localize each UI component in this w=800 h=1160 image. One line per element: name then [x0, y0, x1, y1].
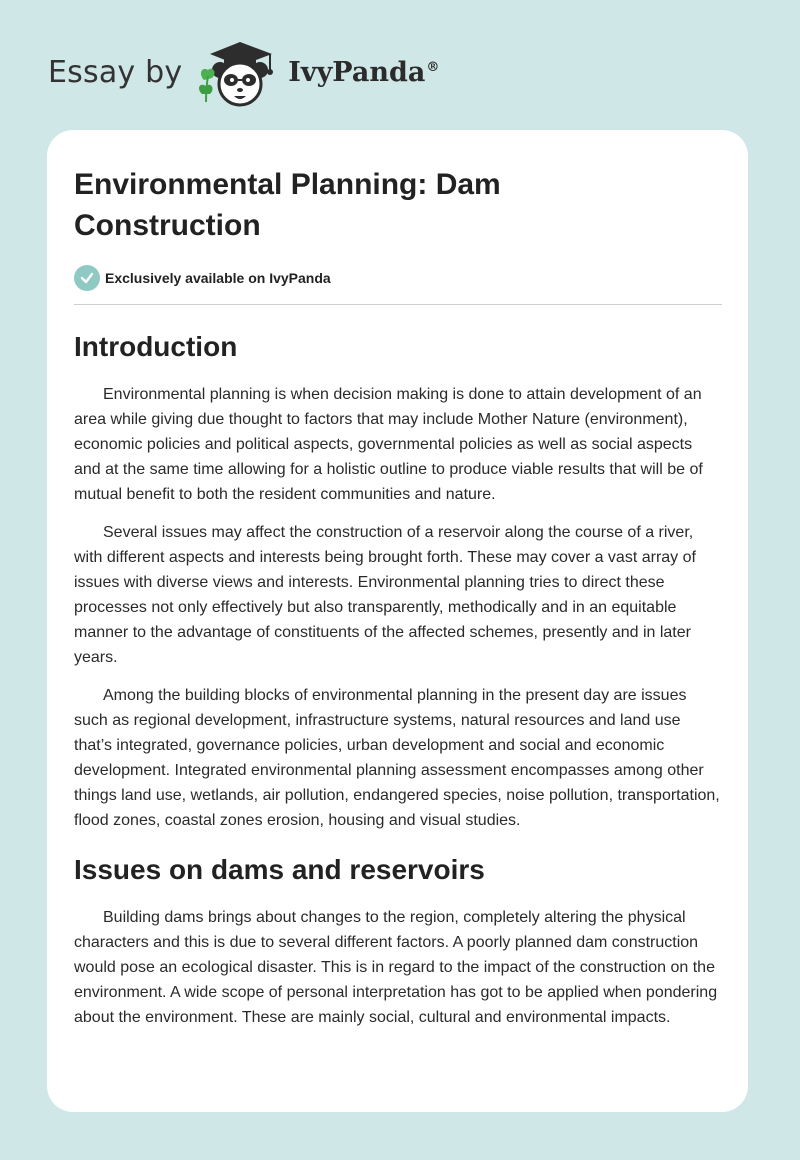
section-issues-on-dams	[74, 852, 722, 1030]
section-heading: Issues on dams and reservoirs	[74, 854, 485, 885]
site-header	[48, 36, 439, 108]
divider	[74, 304, 722, 305]
panda-graduate-icon[interactable]	[196, 36, 282, 108]
section-introduction	[74, 329, 722, 833]
registered-mark: ®	[426, 59, 440, 75]
paragraph: Several issues may affect the construction of a reservoir along the course of a river, with different aspects and interests being brought forth. These may cover a vast array of issues with diverse views and interests. Environmental planning tries to direct these processes not only effectively but also transparently, methodically and in an equitable manner to the advantage of constituents of the affected schemes, presently and in later years.	[74, 524, 696, 666]
brand-name[interactable]: IvyPanda®	[288, 56, 440, 88]
paragraph: Among the building blocks of environmental planning in the present day are issues such as regional development, infrastructure systems, natural resources and land use that’s integrated, governance policies, urban development and social and economic development. Integrated environmental planning assessment encompasses among other things land use, wetlands, air pollution, endangered species, noise pollution, transportation, flood zones, coastal zones erosion, housing and visual studies.	[74, 687, 720, 829]
section-heading: Introduction	[74, 331, 238, 362]
paragraph: Environmental planning is when decision making is done to attain development of an area while giving due thought to factors that may include Mother Nature (environment), economic policies and political aspects, governmental policies as well as social aspects and at the same time allowing for a holistic outline to produce viable results that will be of mutual benefit to both the resident communities and nature.	[74, 386, 703, 503]
paragraph: Building dams brings about changes to the region, completely altering the physical characters and this is due to several different factors. A poorly planned dam construction would pose an ecological disaster. This is in regard to the impact of the construction on the environment. A wide scope of personal interpretation has got to be applied when pondering about the environment. These are mainly social, cultural and environmental impacts.	[74, 909, 718, 1026]
essay-by-label: Essay by	[48, 54, 183, 90]
page-title: Environmental Planning: Dam Construction	[74, 168, 501, 242]
essay-card	[47, 130, 748, 1112]
exclusive-label: Exclusively available on IvyPanda	[105, 270, 331, 286]
exclusive-badge	[74, 264, 722, 292]
check-icon	[74, 265, 100, 291]
